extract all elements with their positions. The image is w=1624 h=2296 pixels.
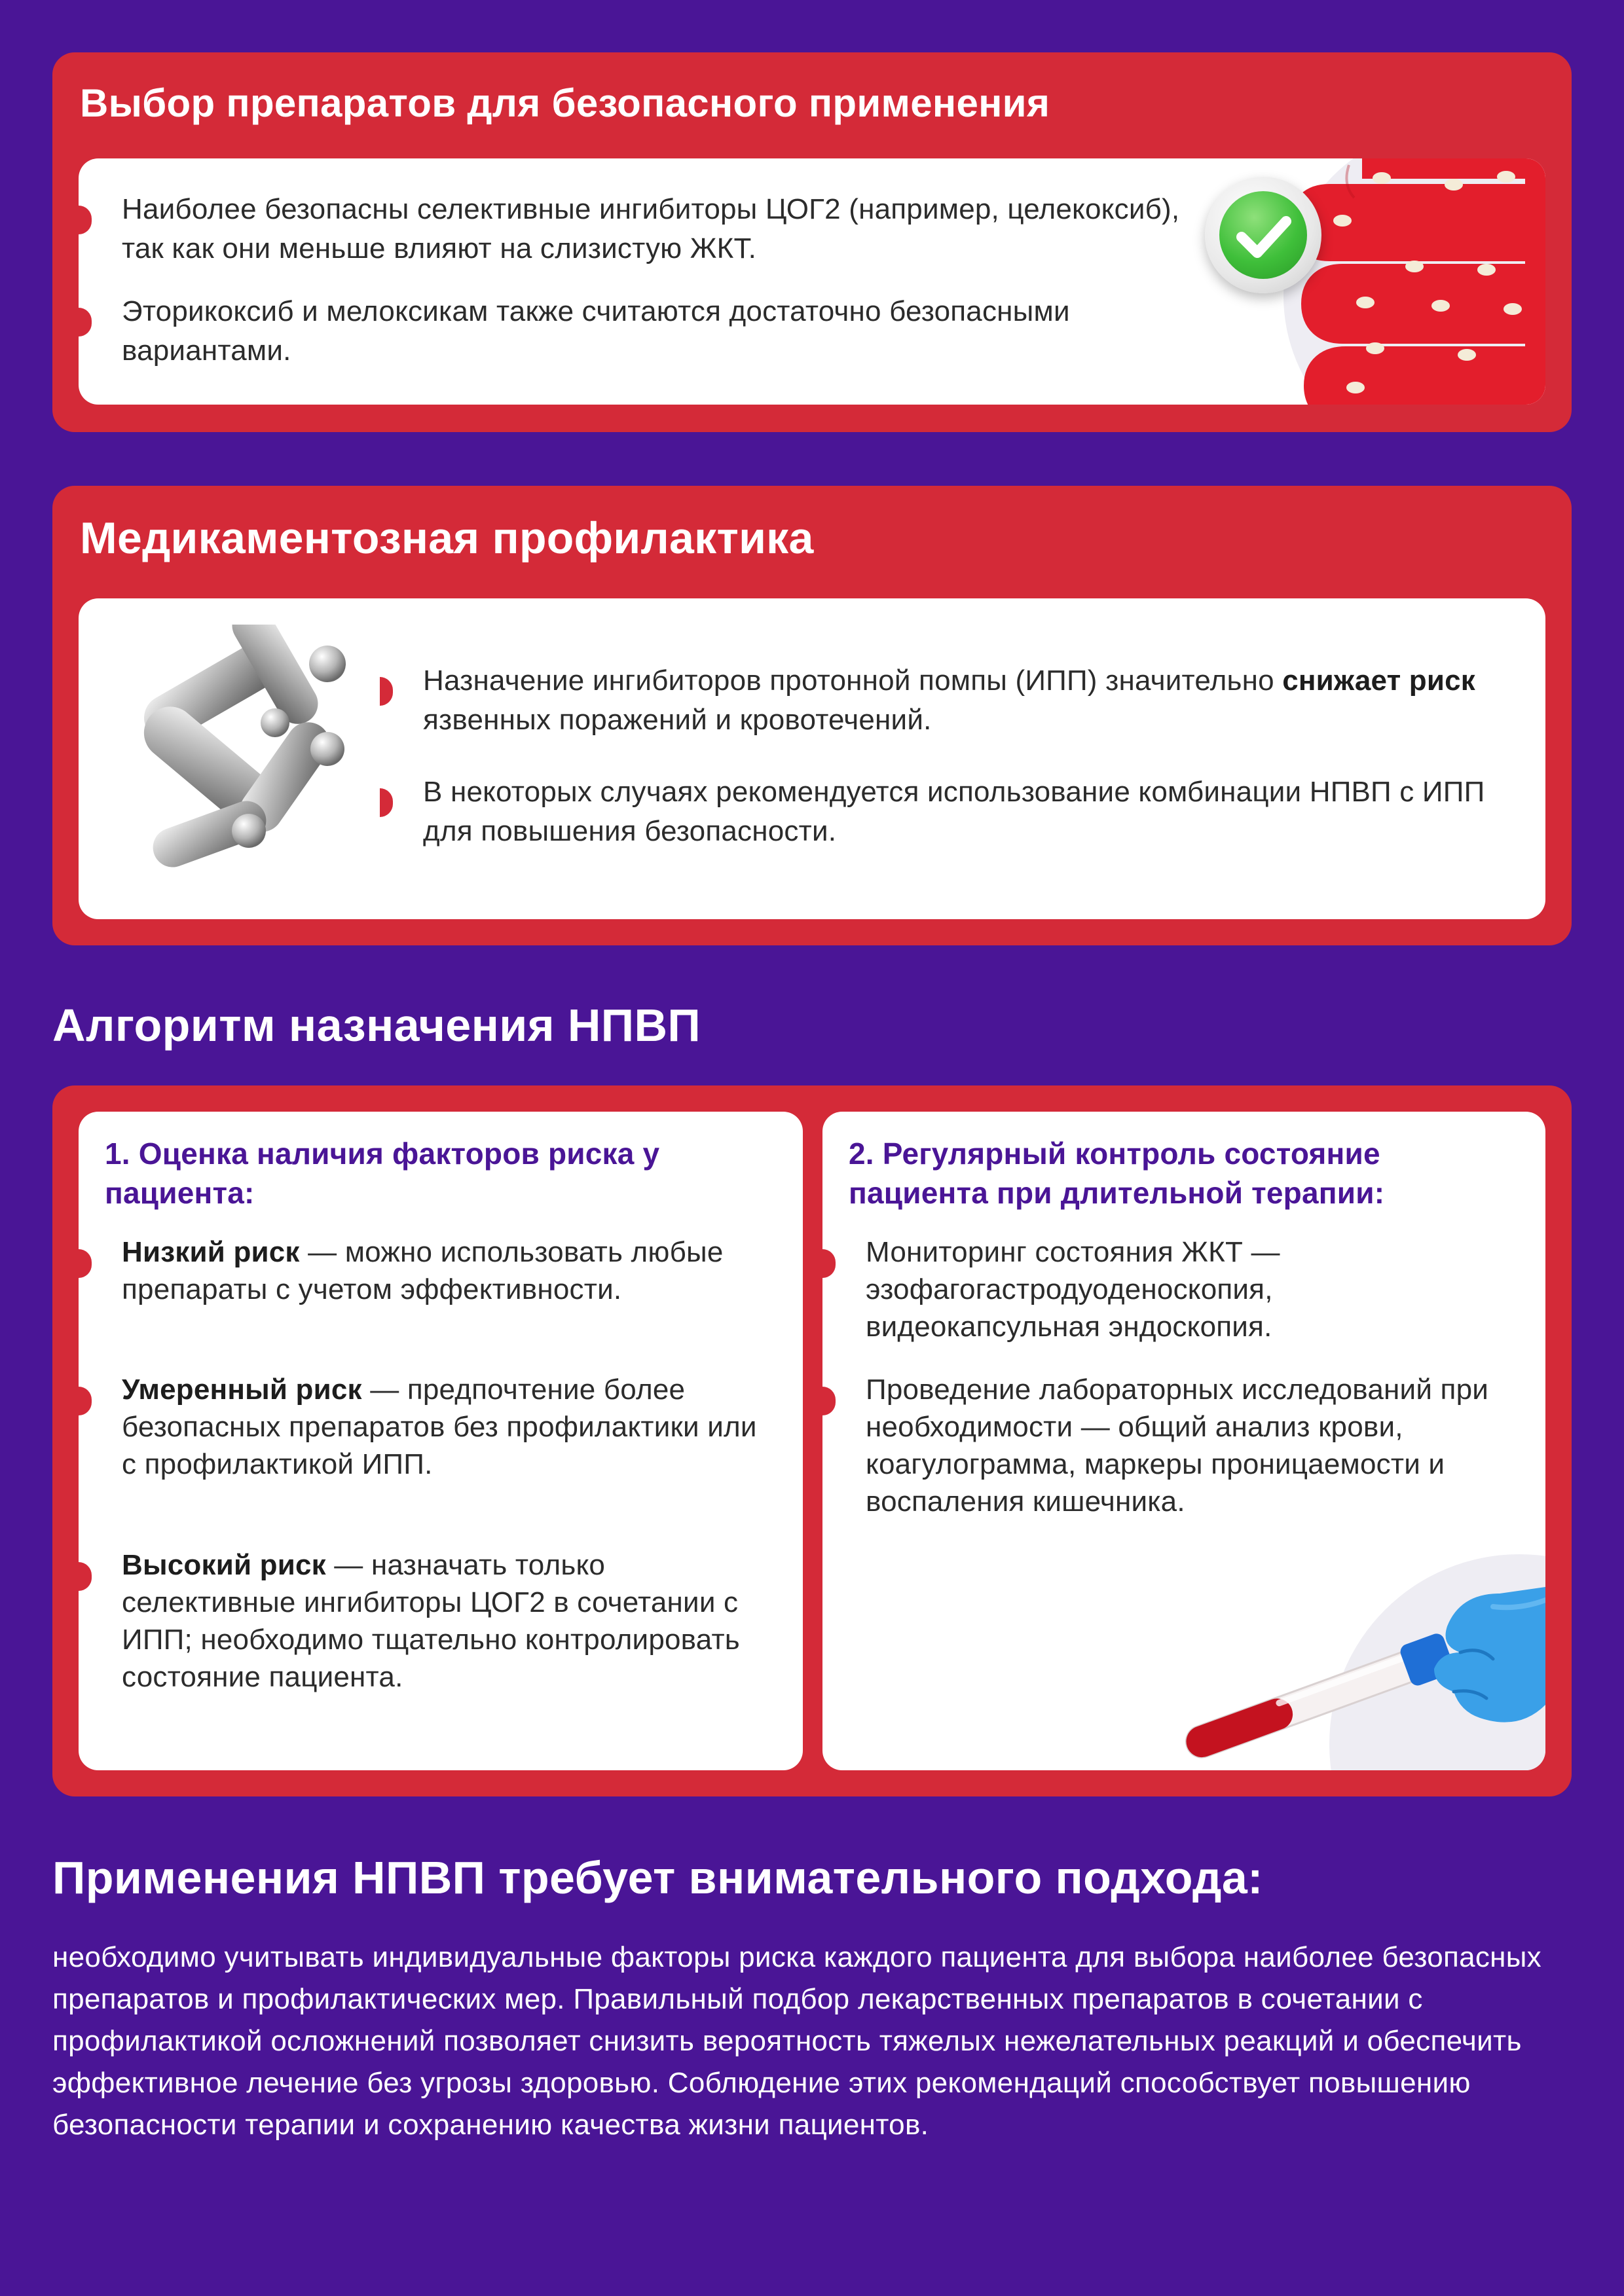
risk-level-label: Умеренный риск xyxy=(122,1374,362,1406)
algorithm-heading: Алгоритм назначения НПВП xyxy=(52,1000,701,1051)
bullet-text xyxy=(122,1233,773,1308)
conclusion-heading: Применения НПВП требует внимательного подхода: xyxy=(52,1852,1263,1903)
list-item xyxy=(79,1546,773,1696)
bullet-marker xyxy=(79,1562,92,1591)
bullet-text: Мониторинг состояния ЖКТ — эзофагогастродуоденоскопия, видеокапсульная эндоскопия. xyxy=(866,1236,1280,1343)
bullet-text xyxy=(122,1546,773,1696)
bullet-text-part: — можно использовать любые препараты с учетом эффективности. xyxy=(122,1236,724,1305)
safe-drug-selection-title: Выбор препаратов для безопасного применения xyxy=(80,81,1050,125)
bullet-marker xyxy=(79,1387,92,1415)
monitoring-title: 2. Регулярный контроль состояние пациента при длительной терапии: xyxy=(849,1137,1385,1210)
bullet-text-part: — предпочтение более безопасных препаратов без профилактики или с профилактикой ИПП. xyxy=(122,1374,757,1480)
bullet-marker xyxy=(822,1249,836,1278)
risk-assessment-column xyxy=(79,1112,803,1770)
drug-prevention-card xyxy=(52,486,1572,945)
bullet-text xyxy=(423,661,1519,740)
bullet-bold-text: снижает риск xyxy=(1282,665,1475,697)
safe-drug-selection-card xyxy=(52,52,1572,432)
list-item xyxy=(79,292,1205,371)
algorithm-card xyxy=(52,1085,1572,1796)
bullet-text: Эторикоксиб и мелоксикам также считаются достаточно безопасными вариантами. xyxy=(122,295,1070,367)
bullet-marker xyxy=(79,308,92,337)
bullet-text-part: Назначение ингибиторов протонной помпы (ИПП) значительно xyxy=(423,665,1283,697)
drug-prevention-title: Медикаментозная профилактика xyxy=(80,513,814,563)
risk-assessment-title: 1. Оценка наличия факторов риска у пациента: xyxy=(105,1137,660,1210)
risk-level-label: Низкий риск xyxy=(122,1236,300,1268)
list-item xyxy=(380,661,1519,740)
safe-drug-selection-panel xyxy=(79,158,1545,405)
conclusion-text: необходимо учитывать индивидуальные факторы риска каждого пациента для выбора наиболее безопасных препаратов и профилактических мер. Правильный подбор лекарственных препаратов в сочетании с профилактикой осложнений позволяет снизить вероятность тяжелых нежелательных реакций и обеспечить эффективное лечение без угрозы здоровью. Соблюдение этих рекомендаций способствует повышению безопасности терапии и сохранению качества жизни пациентов. xyxy=(52,1941,1541,2141)
bullet-text xyxy=(122,1371,773,1483)
drug-prevention-panel xyxy=(79,598,1545,919)
list-item xyxy=(822,1371,1490,1520)
bullet-text: Проведение лабораторных исследований при необходимости — общий анализ крови, коагулограмма, маркеры проницаемости и воспаления кишечника. xyxy=(866,1374,1489,1518)
risk-level-label: Высокий риск xyxy=(122,1549,326,1581)
list-item xyxy=(79,190,1205,268)
bullet-text-part: язвенных поражений и кровотечений. xyxy=(423,704,932,736)
test-tube-hand-illustration xyxy=(1153,1548,1545,1770)
list-item xyxy=(380,773,1519,851)
check-badge-icon xyxy=(1205,177,1321,293)
bullet-marker xyxy=(380,677,393,706)
list-item xyxy=(79,1371,773,1483)
capsules-illustration xyxy=(111,625,360,886)
bullet-text-part: — назначать только селективные ингибиторы ЦОГ2 в сочетании с ИПП; необходимо тщательно контролировать состояние пациента. xyxy=(122,1549,740,1693)
bullet-marker xyxy=(79,1249,92,1278)
bullet-text: В некоторых случаях рекомендуется использование комбинации НПВП с ИПП для повышения безопасности. xyxy=(423,776,1485,847)
bullet-marker xyxy=(79,206,92,234)
list-item xyxy=(79,1233,773,1308)
bullet-marker xyxy=(380,788,393,817)
monitoring-column xyxy=(822,1112,1545,1770)
list-item xyxy=(822,1233,1490,1345)
bullet-marker xyxy=(822,1387,836,1415)
bullet-text: Наиболее безопасны селективные ингибиторы ЦОГ2 (например, целекоксиб), так как они меньше влияют на слизистую ЖКТ. xyxy=(122,193,1180,264)
